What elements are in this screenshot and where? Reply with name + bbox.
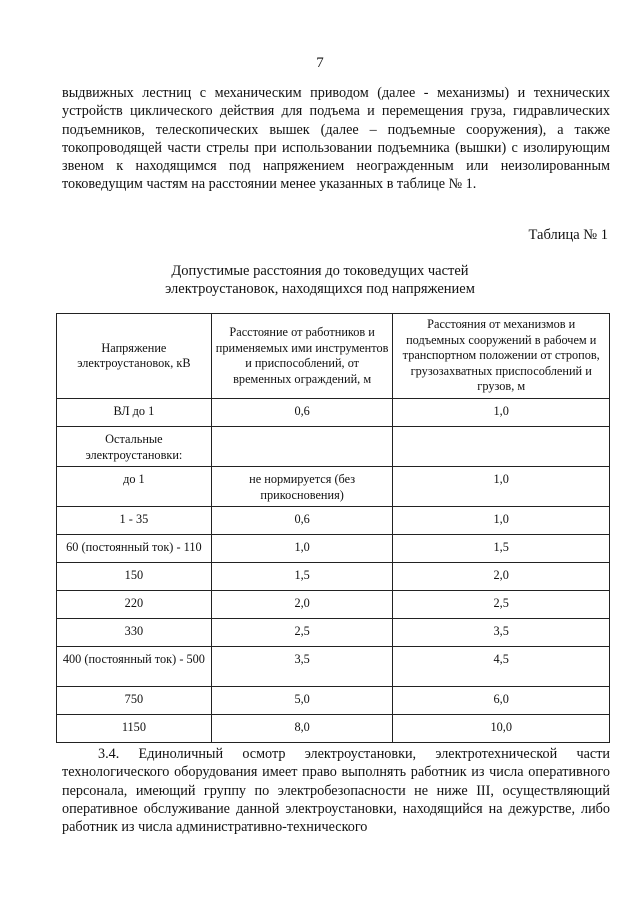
cell-voltage: 1150 — [57, 715, 212, 743]
cell-voltage: 1 - 35 — [57, 507, 212, 535]
cell-distance-workers: 0,6 — [211, 507, 393, 535]
cell-distance-workers: 2,5 — [211, 619, 393, 647]
cell-voltage: 220 — [57, 591, 212, 619]
cell-distance-workers: 2,0 — [211, 591, 393, 619]
header-distance-mechanisms: Расстояния от механизмов и подъемных сооружений в рабочем и транспортном положении от стропов, грузозахватных приспособлений и грузов, м — [393, 314, 610, 399]
cell-distance-mechanisms — [393, 427, 610, 467]
table-row — [57, 647, 610, 687]
cell-distance-mechanisms: 1,0 — [393, 399, 610, 427]
cell-distance-workers: 8,0 — [211, 715, 393, 743]
cell-distance-workers: не нормируется (без прикосновения) — [211, 467, 393, 507]
cell-voltage: 400 (постоянный ток) - 500 — [57, 647, 212, 687]
cell-distance-workers: 3,5 — [211, 647, 393, 687]
table-title-line-1: Допустимые расстояния до токоведущих частей — [171, 263, 469, 279]
table-row — [57, 467, 610, 507]
cell-distance-mechanisms: 1,0 — [393, 507, 610, 535]
cell-voltage: 330 — [57, 619, 212, 647]
cell-distance-mechanisms: 2,0 — [393, 563, 610, 591]
table-row — [57, 507, 610, 535]
cell-voltage: 150 — [57, 563, 212, 591]
table-row — [57, 563, 610, 591]
cell-voltage: Остальные электроустановки: — [57, 427, 212, 467]
cell-distance-mechanisms: 10,0 — [393, 715, 610, 743]
cell-distance-workers: 0,6 — [211, 399, 393, 427]
header-distance-workers: Расстояние от работников и применяемых ими инструментов и приспособлений, от временных ограждений, м — [211, 314, 393, 399]
table-title — [0, 262, 640, 298]
cell-distance-workers: 5,0 — [211, 687, 393, 715]
cell-voltage: 60 (постоянный ток) - 110 — [57, 535, 212, 563]
cell-distance-mechanisms: 3,5 — [393, 619, 610, 647]
page-number: 7 — [316, 55, 324, 71]
cell-distance-mechanisms: 6,0 — [393, 687, 610, 715]
cell-voltage: 750 — [57, 687, 212, 715]
table-row — [57, 535, 610, 563]
table-row — [57, 715, 610, 743]
table-row — [57, 687, 610, 715]
closing-paragraph: 3.4. Единоличный осмотр электроустановки, электротехнической части технологического оборудования имеет право выполнять работник из числа оперативного персонала, имеющий группу по электробезопасности не ниже III, осуществляющий оперативное обслуживание данной электроустановки, находящийся на дежурстве, либо работник из числа административно-технического — [62, 746, 610, 836]
table-title-line-2: электроустановок, находящихся под напряжением — [165, 281, 475, 297]
cell-voltage: до 1 — [57, 467, 212, 507]
table-row — [57, 619, 610, 647]
table-row — [57, 591, 610, 619]
intro-paragraph: выдвижных лестниц с механическим приводом (далее - механизмы) и технических устройств циклического действия для подъема и перемещения груза, гидравлических подъемников, телескопических вышек (далее – подъемные сооружения), а также токопроводящей части стрелы при использовании подъемника (вышки) с изолирующим звеном к находящимся под напряжением неогражденным или неизолированным токоведущим частям на расстоянии менее указанных в таблице № 1. — [62, 85, 610, 193]
cell-distance-mechanisms: 1,5 — [393, 535, 610, 563]
cell-distance-workers — [211, 427, 393, 467]
cell-distance-workers: 1,0 — [211, 535, 393, 563]
cell-distance-workers: 1,5 — [211, 563, 393, 591]
table-row — [57, 399, 610, 427]
table-row — [57, 427, 610, 467]
cell-voltage: ВЛ до 1 — [57, 399, 212, 427]
table-header-row — [57, 314, 610, 399]
cell-distance-mechanisms: 2,5 — [393, 591, 610, 619]
cell-distance-mechanisms: 1,0 — [393, 467, 610, 507]
header-voltage: Напряжение электроустановок, кВ — [57, 314, 212, 399]
table-label: Таблица № 1 — [528, 227, 608, 243]
cell-distance-mechanisms: 4,5 — [393, 647, 610, 687]
distance-table — [56, 313, 610, 743]
